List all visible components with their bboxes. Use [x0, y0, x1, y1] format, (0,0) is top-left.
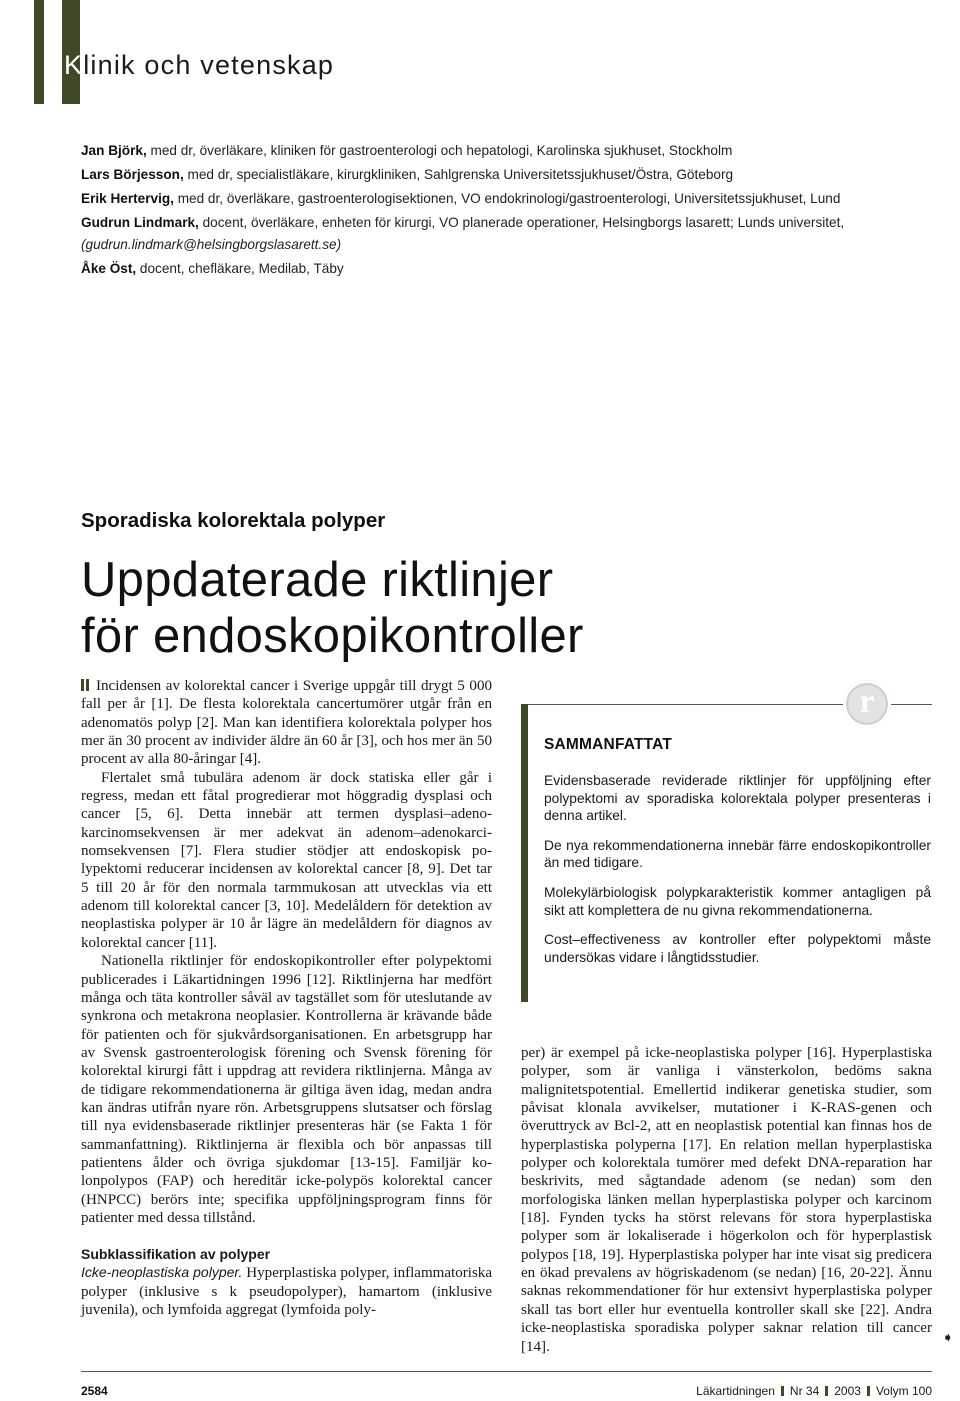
- author-affiliation: med dr, överläkare, kliniken för gastroenterologi och hepatologi, Karolinska sjukhuset, Stockholm: [146, 143, 733, 158]
- footer-rule: [81, 1371, 932, 1372]
- body-column-right: [521, 1044, 932, 1356]
- summary-body: [544, 772, 931, 978]
- author-name: Jan Björk,: [81, 143, 147, 158]
- summary-paragraph: De nya rekommendationerna innebär färre endoskopikontroller än med tidigare.: [544, 837, 931, 871]
- footer-journal: Läkartidningen: [696, 1384, 775, 1398]
- summary-accent-bar: [521, 704, 528, 1002]
- body-paragraph: Nationella riktlinjer för endoskopikontroller efter polypektomi publicerades i Läkartidningen 1996 [12]. Riktlinjerna har medfört många och täta kontroller såväl av tagstället som för uteslutande av synkrona och metakrona neoplasier. Kontrollerna är krävande både för patienten och för sjukvårdsorganisationen. En arbetsgrupp har av Svensk gastroenterologisk förening och Svensk förening för kolorektal kirurgi fått i uppdrag att revidera riktlinjerna. Många av de tidigare rekommendationerna är giltiga även idag, medan andra kan ändras utifrån nyare rön. Arbetsgruppens slutsatser och förslag till nya evidensbaserade riktlinjer presenteras här (se Fakta 1 för sammanfattning). Riktlinjerna är flexibla och bör anpassas till patientens ålder och övriga sjukdomar [13-15]. Familjär kolonpolypos (FAP) och hereditär icke-polypös kolorektal cancer (HNPCC) berörs inte; specifika uppföljningsprogram finns för patienter med dessa tillstånd.: [81, 953, 492, 1226]
- author-name: Åke Öst,: [81, 260, 137, 276]
- footer-volume: Volym 100: [875, 1384, 932, 1398]
- section-subheading: Subklassifikation av polyper: [81, 1246, 271, 1263]
- author-name: Lars Börjesson,: [81, 167, 184, 182]
- author-entry: [81, 140, 941, 162]
- separator-icon: [825, 1386, 828, 1396]
- footer-journal-info: [696, 1384, 932, 1398]
- page-number: 2584: [81, 1384, 108, 1398]
- footer-year: 2003: [834, 1384, 861, 1398]
- author-affiliation: docent, chefläkare, Medilab, Täby: [136, 260, 344, 276]
- author-affiliation: docent, överläkare, enheten för kirurgi, VO planerade operationer, Helsingborgs lasarett; Lunds universitet,: [198, 215, 845, 230]
- author-email: (gudrun.lindmark@helsingborgslasarett.se): [81, 236, 342, 252]
- author-entry: [81, 258, 941, 280]
- footer-issue: Nr 34: [789, 1384, 820, 1398]
- section-heading-rest: linik och vetenskap: [83, 50, 335, 80]
- summary-box: [521, 683, 932, 1002]
- body-paragraph: [81, 1263, 492, 1319]
- summary-paragraph: Molekylärbiologisk polypkarakteristik kommer antagligen på sikt att komplettera de nu givna rekommendationerna.: [544, 884, 931, 918]
- body-paragraph: Flertalet små tubulära adenom är dock statiska eller går i regress, medan ett fåtal progredierar mot höggradig dysplasi och cancer [5, 6]. Detta innebär att termen dysplasi–adenokarcinomsekvensen är mer adekvat än adenom–adenokarcinomsekvensen [7]. Flera studier stödjer att endoskopisk polypektomi reducerar incidensen av kolorektal cancer [8, 9]. Det tar 5 till 20 år för den normala tarmmukosan att utvecklas via ett adenom till kolorektal cancer [3, 10]. Medelåldern för detektion av neoplastiska polyper är 10 år lägre än medelåldern för diagnos av kolorektal cancer [11].: [81, 769, 492, 951]
- article-title-line: Uppdaterade riktlinjer: [81, 553, 554, 607]
- section-heading-initial: K: [64, 50, 84, 80]
- author-entry: [81, 164, 941, 186]
- section-side-bar: [34, 0, 44, 104]
- runin-heading: Icke-neoplastiska polyper.: [81, 1264, 243, 1281]
- author-affiliation: med dr, överläkare, gastroenterologisektionen, VO endokrinologi/gastroenterologi, Universitetssjukhuset, Lund: [173, 191, 841, 206]
- summary-r-icon: [843, 680, 891, 728]
- separator-icon: [781, 1386, 784, 1396]
- body-paragraph-text: Hyperplastiska polyper, inflammatoriska polyper (inklusive s k pseudopolyper), hamartom (inklusive juvenila), och lymfoida aggregat (lymfoida poly-: [81, 1265, 492, 1318]
- lead-marker-icon: [81, 679, 89, 691]
- summary-paragraph: Cost–effectiveness av kontroller efter polypektomi måste undersökas vidare i långtidsstudier.: [544, 932, 931, 965]
- body-paragraph: [81, 677, 492, 769]
- summary-title: SAMMANFATTAT: [544, 736, 673, 753]
- arrow-right-icon: ➧: [942, 1329, 954, 1345]
- summary-paragraph: Evidensbaserade reviderade riktlinjer för uppföljning efter polypektomi av sporadiska kolorektala polyper presenteras i denna artikel.: [544, 773, 931, 824]
- section-heading: [64, 50, 334, 81]
- article-kicker: Sporadiska kolorektala polyper: [81, 509, 386, 532]
- author-list: [81, 140, 941, 282]
- article-title: [81, 552, 584, 664]
- author-entry: [81, 212, 941, 255]
- body-paragraph: per) är exempel på icke-neoplastiska polyper [16]. Hyperplastiska polyper, som är vanliga i vänsterkolon, bedöms sakna malignitetspotential. Emellertid indikerar genetiska studier, som påvisat klonala avvikelser, mutationer i K-RAS-genen och överuttryck av Bcl-2, att en neoplastisk potential kan finnas hos de hyperplastiska polyperna [17]. En relation mellan hyperplastiska polyper och kolorektala tumörer med defekt DNA-reparation har beskrivits, med sågtandade adenom (se nedan) som den morfologiska länken mellan hyperplastiska polyper och karcinom [18]. Fynden tycks ha störst relevans för stora hyperplastiska polyper som är lokaliserade i högerkolon och för hyperplastisk polypos [18, 19]. Hyperplastiska polyper har inte visat sig predicera en ökad prevalens av högriskadenom (se nedan) [16, 20-22]. Ännu saknas rekommendationer för hur extensivt hyperplastiska polyper skall tas bort eller hur eventuella kontroller skall ske [22]. Andra icke-neoplastiska sporadiska polyper saknar relation till cancer [14].: [521, 1045, 932, 1355]
- author-name: Erik Hertervig,: [81, 191, 174, 206]
- summary-icon-glyph: r: [859, 683, 875, 720]
- article-title-line: för endoskopikontroller: [81, 609, 584, 663]
- body-column-left: [81, 677, 492, 1319]
- author-entry: [81, 188, 941, 210]
- body-paragraph-text: Incidensen av kolorektal cancer i Sverige uppgår till drygt 5 000 fall per år [1]. De flesta kolorektala cancertumörer utgår från en adenomatös polyp [2]. Man kan identifiera kolorektala polyper hos mer än 30 procent av individer äldre än 60 år [3], och hos mer än 50 procent av alla 80-åringar [4].: [81, 678, 492, 768]
- author-name: Gudrun Lindmark,: [81, 215, 199, 230]
- separator-icon: [867, 1386, 870, 1396]
- author-affiliation: med dr, specialistläkare, kirurgkliniken, Sahlgrenska Universitetssjukhuset/Östra, Göteborg: [183, 167, 734, 182]
